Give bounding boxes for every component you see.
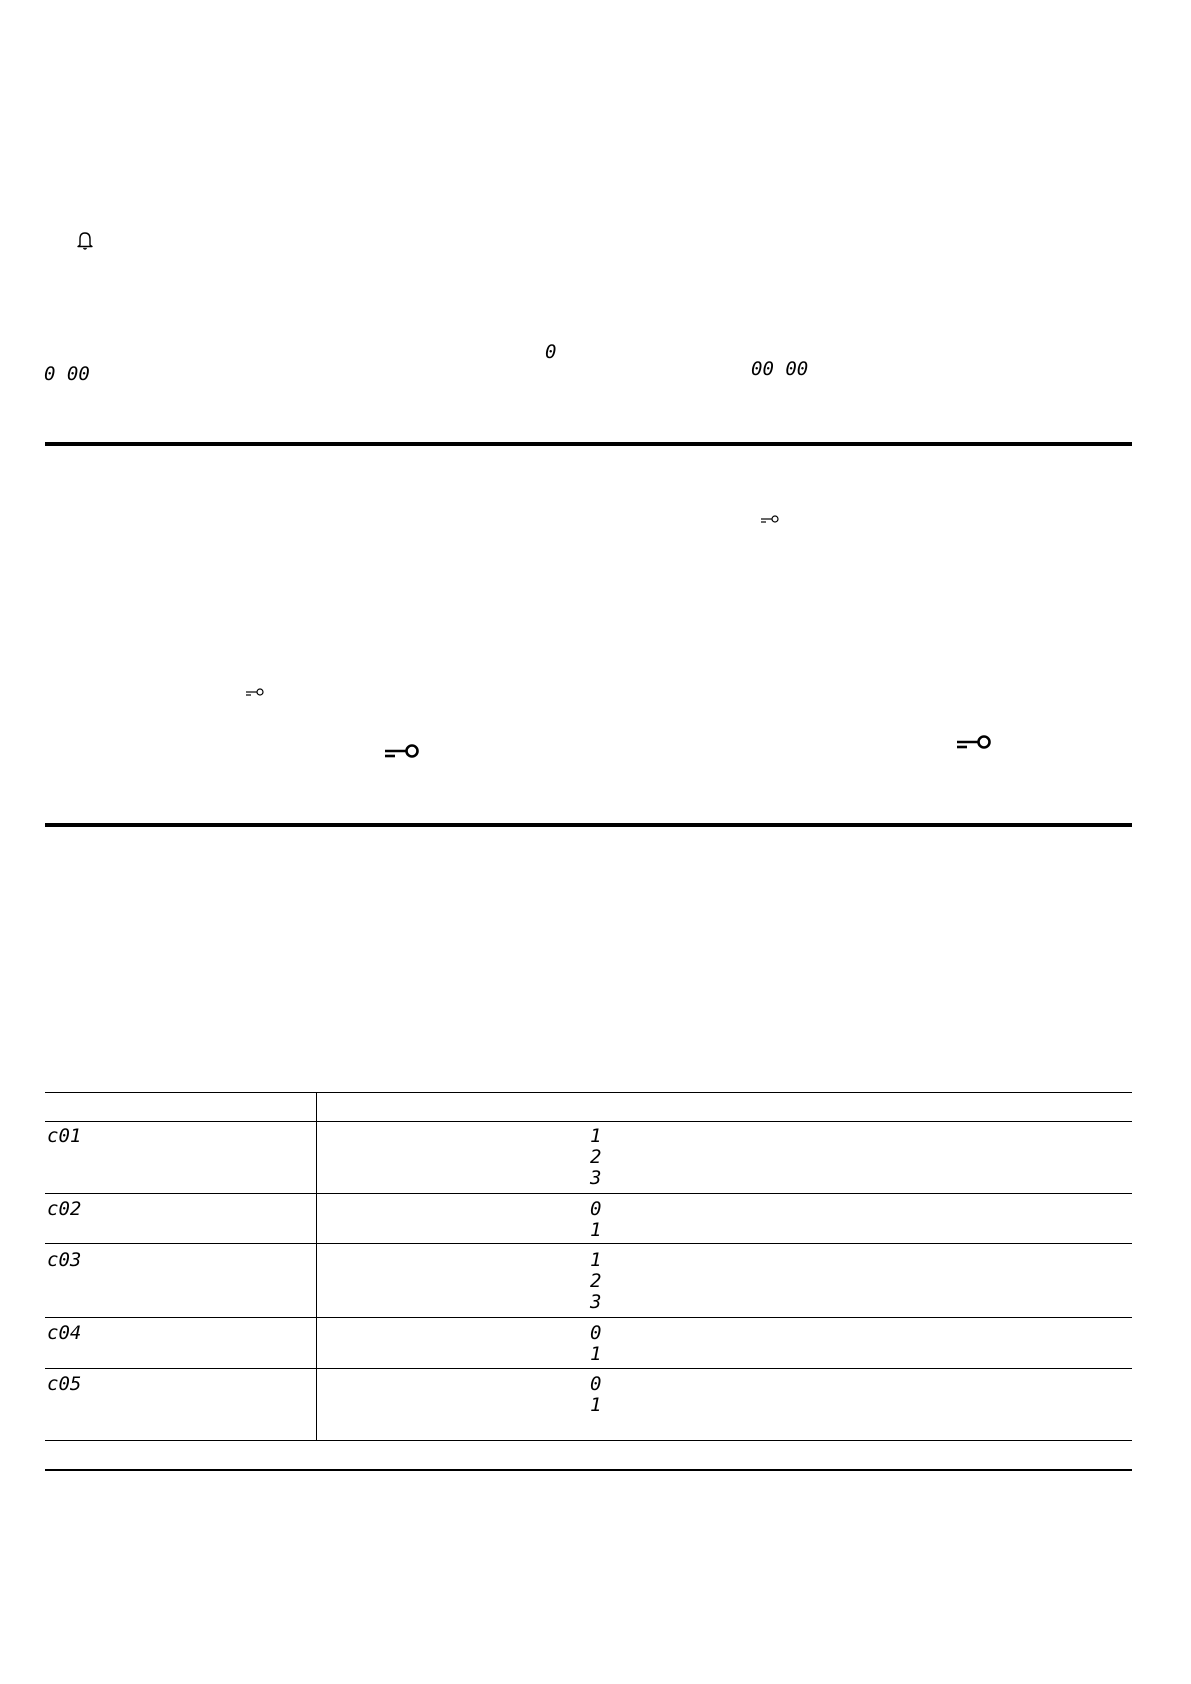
bell-icon — [76, 231, 94, 251]
table-bottom-rule — [45, 1469, 1132, 1471]
setting-code: c04 — [47, 1322, 82, 1344]
key-icon — [760, 515, 780, 525]
table-column-separator — [316, 1121, 317, 1194]
key-icon — [245, 688, 265, 698]
display-readout-left: 0 00 — [44, 363, 90, 385]
display-readout-middle: 0 — [545, 341, 557, 363]
setting-values — [590, 1126, 601, 1189]
setting-value: 2 — [590, 1146, 602, 1168]
setting-value: 0 — [590, 1198, 602, 1220]
setting-values — [590, 1199, 601, 1241]
table-column-separator — [316, 1092, 317, 1122]
key-icon — [384, 743, 420, 761]
setting-values — [590, 1374, 601, 1416]
table-row-rule — [45, 1193, 1132, 1194]
setting-value: 3 — [590, 1167, 602, 1189]
table-row-rule — [45, 1317, 1132, 1318]
key-icon — [956, 734, 992, 752]
table-header-rule — [45, 1121, 1132, 1122]
setting-values — [590, 1250, 601, 1313]
setting-code: c01 — [47, 1125, 82, 1147]
table-row-rule — [45, 1440, 1132, 1441]
setting-value: 0 — [590, 1322, 602, 1344]
table-column-separator — [316, 1243, 317, 1318]
table-column-separator — [316, 1193, 317, 1244]
setting-value: 3 — [590, 1291, 602, 1313]
setting-value: 1 — [590, 1249, 602, 1271]
setting-value: 0 — [590, 1373, 602, 1395]
setting-code: c03 — [47, 1249, 82, 1271]
table-top-rule — [45, 1092, 1132, 1093]
setting-code: c05 — [47, 1373, 82, 1395]
table-row-rule — [45, 1243, 1132, 1244]
table-column-separator — [316, 1368, 317, 1441]
setting-value: 2 — [590, 1270, 602, 1292]
display-readout-right: 00 00 — [751, 358, 809, 380]
setting-value: 1 — [590, 1219, 602, 1241]
setting-value: 1 — [590, 1394, 602, 1416]
table-row-rule — [45, 1368, 1132, 1369]
setting-code: c02 — [47, 1198, 82, 1220]
setting-value: 1 — [590, 1125, 602, 1147]
table-column-separator — [316, 1317, 317, 1369]
setting-value: 1 — [590, 1343, 602, 1365]
setting-values — [590, 1323, 601, 1365]
section-divider — [45, 442, 1132, 446]
section-divider — [45, 823, 1132, 827]
